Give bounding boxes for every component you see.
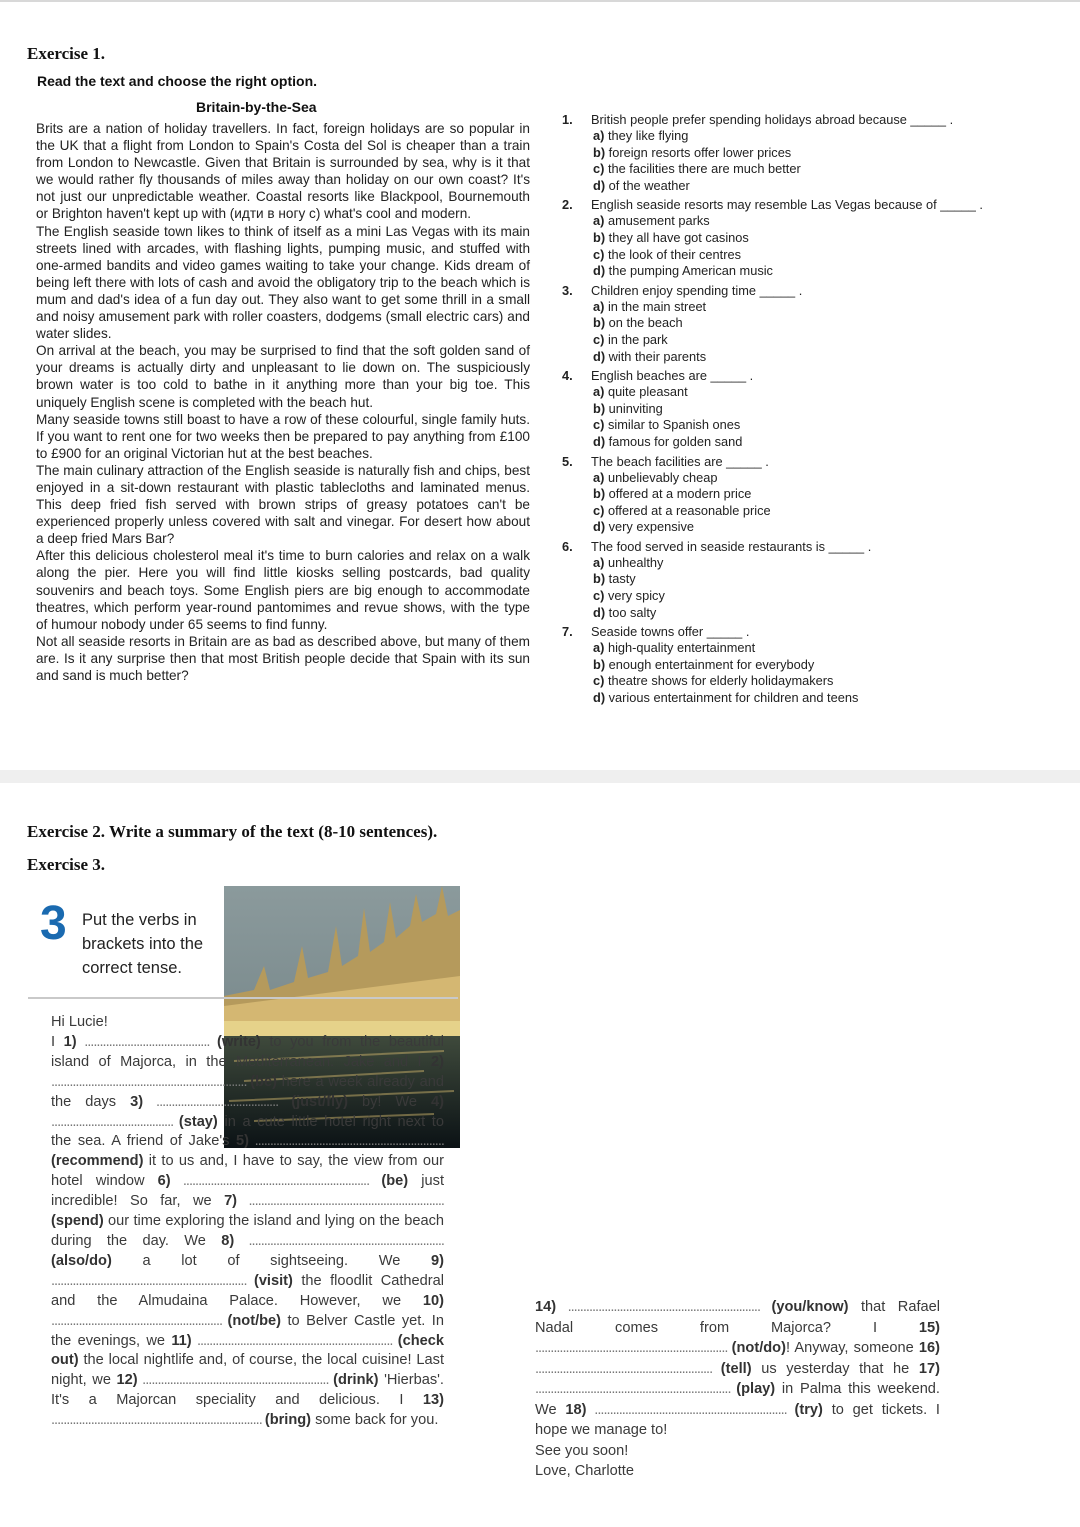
answer-option[interactable] (593, 555, 1042, 572)
verb-hint: (not/be) (227, 1312, 282, 1329)
option-text: the facilities there are much better (607, 161, 801, 177)
option-text: unhealthy (607, 554, 664, 570)
letter-text: in a cute little hotel right next to the sea. A friend of Jake's (51, 1113, 444, 1150)
option-letter: b) (593, 229, 606, 245)
question-number: 2. (562, 197, 573, 213)
gap-number: 6) (157, 1173, 171, 1190)
answer-blank[interactable]: ................................................................ (51, 1073, 251, 1090)
option-letter: d) (593, 177, 606, 193)
option-text: quite pleasant (607, 384, 688, 400)
option-letter: a) (593, 640, 605, 656)
gap-number: 4) (431, 1093, 444, 1110)
letter-signature: Love, Charlotte (535, 1463, 634, 1479)
question-stem (562, 539, 1042, 555)
letter-text: a lot of sightseeing. We (111, 1252, 432, 1269)
option-letter: c) (593, 588, 605, 604)
gap-number: 15) (918, 1319, 940, 1336)
option-letter: a) (593, 298, 605, 314)
letter-text: our time exploring the island and lying on the beach during the day. We (51, 1213, 444, 1249)
gap-number: 17) (918, 1360, 940, 1377)
question-text: The beach facilities are _____ . (591, 453, 769, 469)
verb-hint: (stay) (178, 1113, 218, 1130)
section-divider (0, 770, 1080, 783)
option-text: enough entertainment for everybody (608, 656, 815, 672)
verb-hint: (try) (794, 1401, 823, 1418)
gap-number: 7) (224, 1193, 238, 1210)
article-paragraph: Brits are a nation of holiday travellers. In fact, foreign holidays are so popular in the UK that a flight from London to Spain's Costa del Sol is cheaper than a train from London to Newcastle. Given that Britain is surrounded by sea, why is it that we would rather fly thousands of miles away than holiday on our own coast? It's not just our unpredictable weather. Coastal resorts like Blackpool, Bournemouth or Brighton haven't kept up with (идти в ногу с) what's cool and modern. (36, 121, 530, 222)
article-paragraph: On arrival at the beach, you may be surprised to find that the soft golden sand of your dreams is actually dirty and unpleasant to lie down on. The suspiciously brown water is too cold to bathe in it anything more than your big toe. This uniquely English scene is completed with the beach hut. (36, 343, 530, 410)
question-stem (562, 112, 1042, 128)
question-item (562, 112, 1042, 194)
option-text: the pumping American music (608, 263, 773, 279)
option-letter: c) (593, 673, 605, 689)
verb-hint: (spend) (51, 1213, 104, 1230)
gap-number: 16) (918, 1340, 940, 1356)
question-stem (562, 454, 1042, 470)
exercise3-heading: Exercise 3. (27, 855, 106, 874)
gap-number: 2) (431, 1053, 444, 1070)
answer-blank[interactable]: ........................................................ (51, 1312, 228, 1329)
letter-text: us yesterday that he (751, 1360, 919, 1377)
option-text: famous for golden sand (608, 433, 743, 449)
article-text (36, 120, 530, 684)
verb-hint: (be) (381, 1173, 409, 1190)
answer-option[interactable] (593, 161, 1042, 178)
option-text: in the main street (607, 298, 707, 314)
option-letter: a) (593, 128, 605, 143)
question-stem (562, 368, 1042, 384)
answer-blank[interactable]: ............................................................... (535, 1340, 732, 1356)
letter-text: some back for you. (311, 1412, 439, 1429)
option-text: offered at a modern price (608, 486, 752, 502)
verb-hint: (play) (736, 1381, 776, 1397)
question-item (562, 283, 1042, 365)
verb-hint: (write) (217, 1033, 261, 1050)
option-text: they like flying (607, 128, 689, 143)
exercise1-heading: Exercise 1. (27, 44, 106, 63)
answer-blank[interactable]: .............................................................. (249, 1133, 444, 1150)
option-letter: a) (593, 554, 605, 570)
question-text: Children enjoy spending time _____ . (591, 282, 803, 298)
question-list (562, 112, 1042, 710)
answer-option[interactable] (593, 128, 1042, 145)
answer-blank[interactable]: ............................................................. (170, 1173, 382, 1190)
letter-body (51, 1033, 444, 1431)
answer-blank[interactable]: ................................................................ (234, 1232, 444, 1249)
letter-text: I (51, 1033, 64, 1050)
article-title: Britain-by-the-Sea (196, 99, 317, 115)
question-number: 6. (562, 538, 573, 554)
verb-hint: (bring) (264, 1412, 312, 1429)
letter-right-column (535, 1297, 940, 1482)
option-letter: d) (593, 604, 606, 620)
answer-option[interactable] (593, 486, 1042, 503)
letter-text: to you from the beautiful island of Majorca, in the Mediterranean. Jake and I (51, 1033, 445, 1070)
letter-left-column (51, 1013, 444, 1431)
answer-option[interactable] (593, 145, 1042, 162)
option-letter: c) (593, 246, 605, 262)
letter-closing: See you soon! (535, 1442, 629, 1459)
answer-option[interactable] (593, 263, 1042, 280)
answer-option[interactable] (593, 417, 1042, 434)
answer-blank[interactable]: .......................................................... (535, 1360, 721, 1377)
answer-option[interactable] (593, 332, 1042, 349)
option-text: theatre shows for elderly holidaymakers (607, 673, 834, 689)
option-text: tasty (608, 571, 636, 587)
gap-number: 14) (535, 1299, 557, 1315)
option-letter: d) (593, 690, 606, 706)
exercise2-heading: Exercise 2. Write a summary of the text (8-10 sentences). (27, 822, 438, 841)
option-text: unbelievably cheap (607, 469, 718, 485)
option-letter: d) (593, 348, 606, 364)
question-number: 4. (562, 368, 573, 384)
letter-text: the local nightlife and, of course, the local cuisine! Last night, we (51, 1352, 444, 1389)
option-letter: b) (593, 656, 606, 672)
option-letter: b) (593, 144, 606, 160)
answer-option[interactable] (593, 315, 1042, 332)
gap-number: 12) (116, 1372, 138, 1389)
question-item (562, 624, 1042, 706)
option-text: amusement parks (607, 213, 710, 229)
answer-option[interactable] (593, 178, 1042, 195)
gap-number: 18) (565, 1401, 587, 1418)
letter-text: 'Hierbas'. It's a Majorcan speciality and delicious. I (51, 1372, 444, 1409)
answer-blank[interactable]: ............................................................. (137, 1372, 334, 1389)
verb-hint: (drink) (333, 1372, 379, 1389)
letter-body-continued (535, 1297, 940, 1441)
verb-hint: (recommend) (51, 1153, 144, 1170)
option-text: of the weather (608, 177, 690, 193)
task-divider (28, 997, 458, 999)
letter-text: to Belver Castle yet. In the evenings, we (51, 1312, 444, 1349)
letter-text: that Rafael Nadal comes from Majorca? I (535, 1299, 940, 1336)
article-paragraph: The main culinary attraction of the English seaside is naturally fish and chips, best enjoyed in a sit-down restaurant with plastic tablecloths and laminated menus. This deep fried fish served with brown strips of greasy potatoes can't be experienced properly unless covered with salt and vinegar. For desert how about a deep fried Mars Bar? (36, 462, 530, 547)
answer-blank[interactable]: ................................................................ (535, 1381, 737, 1397)
letter-greeting: Hi Lucie! (51, 1014, 108, 1030)
verb-hint: (also/do) (51, 1252, 112, 1269)
option-text: offered at a reasonable price (607, 502, 771, 518)
option-letter: b) (593, 571, 606, 587)
question-item (562, 454, 1042, 536)
gap-number: 1) (63, 1033, 77, 1050)
top-border (0, 0, 1080, 2)
gap-number: 10) (422, 1292, 444, 1309)
question-item (562, 368, 1042, 450)
answer-option[interactable] (593, 230, 1042, 247)
answer-option[interactable] (593, 470, 1042, 487)
option-letter: b) (593, 486, 606, 502)
answer-option[interactable] (593, 519, 1042, 536)
gap-number: 11) (171, 1332, 192, 1349)
answer-option[interactable] (593, 640, 1042, 657)
letter-text: the floodlit Cathedral and the Almudaina Palace. However, we (51, 1272, 444, 1309)
option-text: uninviting (608, 400, 663, 416)
letter-text: to get tickets. I hope we manage to! (535, 1401, 940, 1438)
question-text: British people prefer spending holidays abroad because _____ . (591, 112, 954, 127)
option-letter: c) (593, 502, 605, 518)
question-text: English beaches are _____ . (591, 368, 754, 384)
verb-hint: (just/fly) (291, 1093, 348, 1110)
exercise3-instruction: Put the verbs in brackets into the correct tense. (82, 911, 204, 977)
option-letter: c) (593, 161, 605, 177)
exercise3-number: 3 (40, 897, 67, 950)
option-letter: d) (593, 433, 606, 449)
option-letter: c) (593, 417, 605, 433)
option-letter: a) (593, 384, 605, 400)
verb-hint: (you/know) (771, 1299, 849, 1315)
question-number: 3. (562, 282, 573, 298)
option-text: too salty (608, 604, 657, 620)
option-text: they all have got casinos (608, 229, 749, 245)
question-item (562, 197, 1042, 279)
answer-blank[interactable]: ................................................................ (51, 1272, 254, 1289)
option-letter: a) (593, 213, 605, 229)
answer-option[interactable] (593, 213, 1042, 230)
answer-blank[interactable]: ......................................... (76, 1033, 218, 1050)
answer-blank[interactable]: ........................................ (51, 1113, 179, 1130)
answer-option[interactable] (593, 605, 1042, 622)
gap-number: 13) (422, 1392, 444, 1409)
answer-option[interactable] (593, 673, 1042, 690)
answer-option[interactable] (593, 588, 1042, 605)
letter-text: ! Anyway, someone (785, 1340, 919, 1356)
letter-text: in Palma this weekend. We (535, 1381, 940, 1418)
answer-option[interactable] (593, 349, 1042, 366)
answer-option[interactable] (593, 690, 1042, 707)
question-text: Seaside towns offer _____ . (591, 624, 750, 640)
question-stem (562, 624, 1042, 640)
gap-number: 3) (130, 1093, 144, 1110)
question-number: 5. (562, 453, 573, 469)
question-number: 1. (562, 112, 573, 127)
option-text: similar to Spanish ones (607, 417, 741, 433)
question-number: 7. (562, 624, 573, 640)
answer-option[interactable] (593, 434, 1042, 451)
option-letter: d) (593, 519, 606, 535)
letter-text: here a week already and the days (51, 1073, 444, 1110)
exercise1-instruction: Read the text and choose the right option. (37, 73, 318, 89)
option-text: very spicy (607, 588, 665, 604)
answer-option[interactable] (593, 299, 1042, 316)
verb-hint: (visit) (253, 1272, 293, 1289)
option-letter: b) (593, 315, 606, 331)
letter-text: just incredible! So far, we (51, 1173, 444, 1210)
option-text: with their parents (608, 348, 707, 364)
verb-hint: (be) (250, 1073, 277, 1090)
option-text: various entertainment for children and teens (608, 690, 859, 706)
question-item (562, 539, 1042, 621)
option-text: high-quality entertainment (607, 640, 756, 656)
gap-number: 8) (221, 1232, 235, 1249)
option-text: the look of their centres (607, 246, 741, 262)
answer-option[interactable] (593, 657, 1042, 674)
gap-number: 5) (236, 1133, 250, 1150)
gap-number: 9) (431, 1252, 444, 1269)
answer-option[interactable] (593, 401, 1042, 418)
answer-blank[interactable]: ............................................................... (586, 1401, 795, 1418)
letter-text: it to us and, I have to say, the view from our hotel window (51, 1153, 444, 1190)
question-stem (562, 283, 1042, 299)
question-text: English seaside resorts may resemble Las Vegas because of _____ . (591, 197, 983, 213)
article-paragraph: The English seaside town likes to think of itself as a mini Las Vegas with its main streets lined with arcades, with flashing lights, pumping music, and stuffed with one-armed bandits and video games waiting to take your change. Kids dream of being left there with lots of cash and avoid the obligatory trip to the beach which is mum and dad's idea of a fun day out. They also want to get some thrill in a small and noisy amusement park with roller coasters, dodgems (small electric cars) and water slides. (36, 223, 530, 342)
verb-hint: (not/do) (731, 1340, 786, 1356)
answer-blank[interactable]: ................................................................ (237, 1193, 444, 1210)
option-letter: b) (593, 400, 606, 416)
article-paragraph: Many seaside towns still boast to have a row of these colourful, single family huts. If you want to rent one for two weeks then be prepared to pay anything from £100 to £900 for an original Victorian hut at the best beaches. (36, 411, 530, 461)
answer-blank[interactable]: ........................................ (143, 1093, 292, 1110)
answer-option[interactable] (593, 384, 1042, 401)
letter-text: by! We (347, 1093, 432, 1110)
option-text: on the beach (608, 315, 683, 331)
article-paragraph: After this delicious cholesterol meal it's time to burn calories and relax on a walk along the pier. Here you will find little kiosks selling postcards, bad quality souvenirs and beach toys. Some English piers are big enough to accommodate theatres, which perform year-round pantomimes and revue shows, with the type of humour nobody under 65 seems to find funny. (36, 548, 530, 632)
option-letter: a) (593, 469, 605, 485)
article-paragraph: Not all seaside resorts in Britain are as bad as described above, but many of them are. Is it any surprise then that most British people decide that Spain with its sun and sand is much better? (36, 633, 530, 683)
answer-option[interactable] (593, 571, 1042, 588)
answer-blank[interactable]: ..................................................................... (51, 1412, 265, 1429)
question-stem (562, 197, 1042, 213)
option-text: very expensive (608, 519, 695, 535)
answer-option[interactable] (593, 247, 1042, 264)
option-letter: c) (593, 331, 605, 347)
answer-option[interactable] (593, 503, 1042, 520)
answer-blank[interactable]: ............................................................... (556, 1299, 772, 1315)
verb-hint: (tell) (720, 1360, 752, 1377)
option-text: foreign resorts offer lower prices (608, 144, 792, 160)
option-letter: d) (593, 263, 606, 279)
answer-blank[interactable]: ................................................................ (191, 1332, 398, 1349)
option-text: in the park (607, 331, 668, 347)
verb-hint: (check out) (51, 1332, 444, 1369)
question-text: The food served in seaside restaurants is _____ . (591, 538, 872, 554)
